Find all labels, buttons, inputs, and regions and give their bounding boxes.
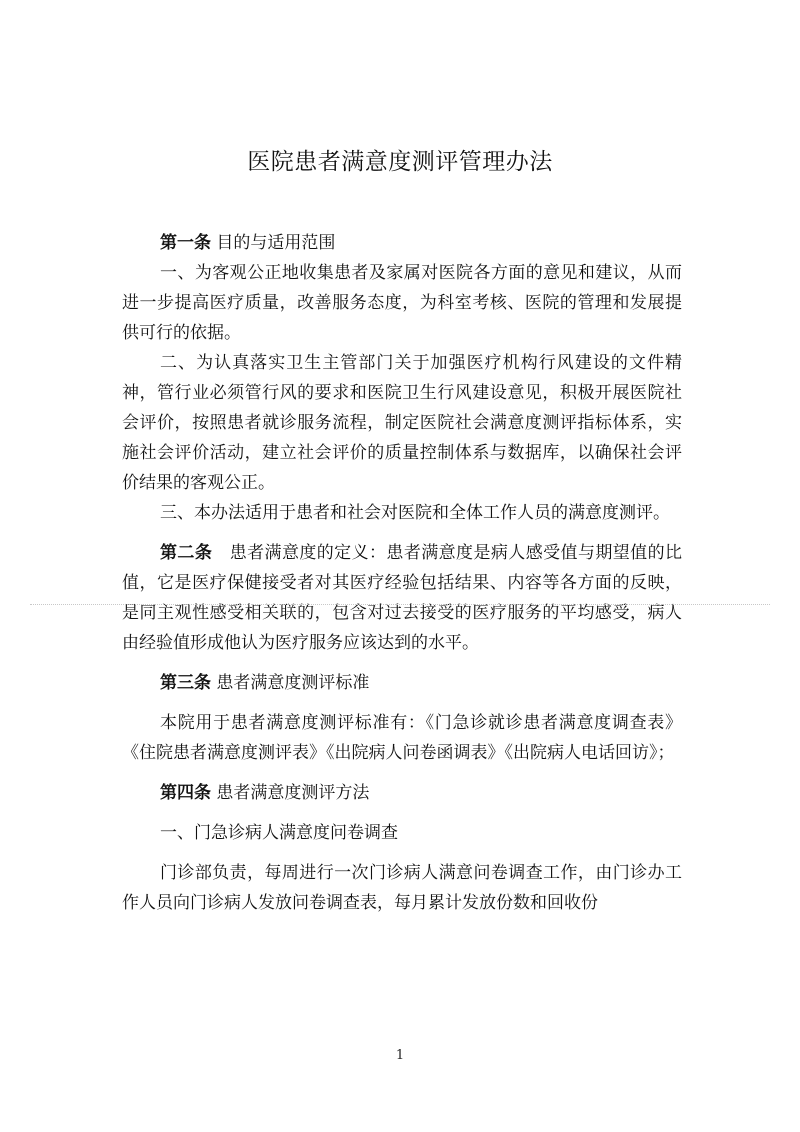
article-3-paragraph: 本院用于患者满意度测评标准有：《门急诊就诊患者满意度调查表》《住院患者满意度测评表》《出院病人问卷函调表》《出院病人电话回访》； [122, 713, 682, 763]
document-title: 医院患者满意度测评管理办法 [247, 149, 553, 175]
article-1-paragraph-3: 三、本办法适用于患者和社会对医院和全体工作人员的满意度测评。 [160, 503, 670, 523]
article-4-heading [122, 778, 682, 808]
article-1-title: 目的与适用范围 [216, 233, 336, 253]
article-4-paragraph: 门诊部负责，每周进行一次门诊病人满意问卷调查工作，由门诊办工作人员向门诊病人发放问卷调查表，每月累计发放份数和回收份 [122, 863, 682, 913]
article-4-label: 第四条 [160, 783, 211, 803]
article-4-title: 患者满意度测评方法 [216, 783, 370, 803]
article-1-label: 第一条 [160, 233, 211, 253]
article-2-paragraph [122, 538, 682, 658]
article-2-label: 第二条 [160, 543, 213, 563]
article-1-paragraph-1: 一、为客观公正地收集患者及家属对医院各方面的意见和建议，从而进一步提高医疗质量，改善服务态度，为科室考核、医院的管理和发展提供可行的依据。 [122, 263, 682, 343]
document-body [122, 228, 682, 918]
article-1-paragraph-2: 二、为认真落实卫生主管部门关于加强医疗机构行风建设的文件精神，管行业必须管行风的要求和医院卫生行风建设意见，积极开展医院社会评价，按照患者就诊服务流程，制定医院社会满意度测评指标体系，实施社会评价活动，建立社会评价的质量控制体系与数据库，以确保社会评价结果的客观公正。 [122, 353, 682, 493]
page-number: 1 [395, 1048, 405, 1063]
article-4-subheading: 一、门急诊病人满意度问卷调查 [160, 823, 398, 843]
article-1-heading [122, 228, 682, 258]
page-divider [30, 604, 770, 605]
article-3-heading [122, 668, 682, 698]
article-3-label: 第三条 [160, 673, 211, 693]
article-3-title: 患者满意度测评标准 [216, 673, 370, 693]
article-2-text: 患者满意度的定义：患者满意度是病人感受值与期望值的比值，它是医疗保健接受者对其医疗经验包括结果、内容等各方面的反映，是同主观性感受相关联的，包含对过去接受的医疗服务的平均感受，病人由经验值形成他认为医疗服务应该达到的水平。 [122, 543, 683, 653]
